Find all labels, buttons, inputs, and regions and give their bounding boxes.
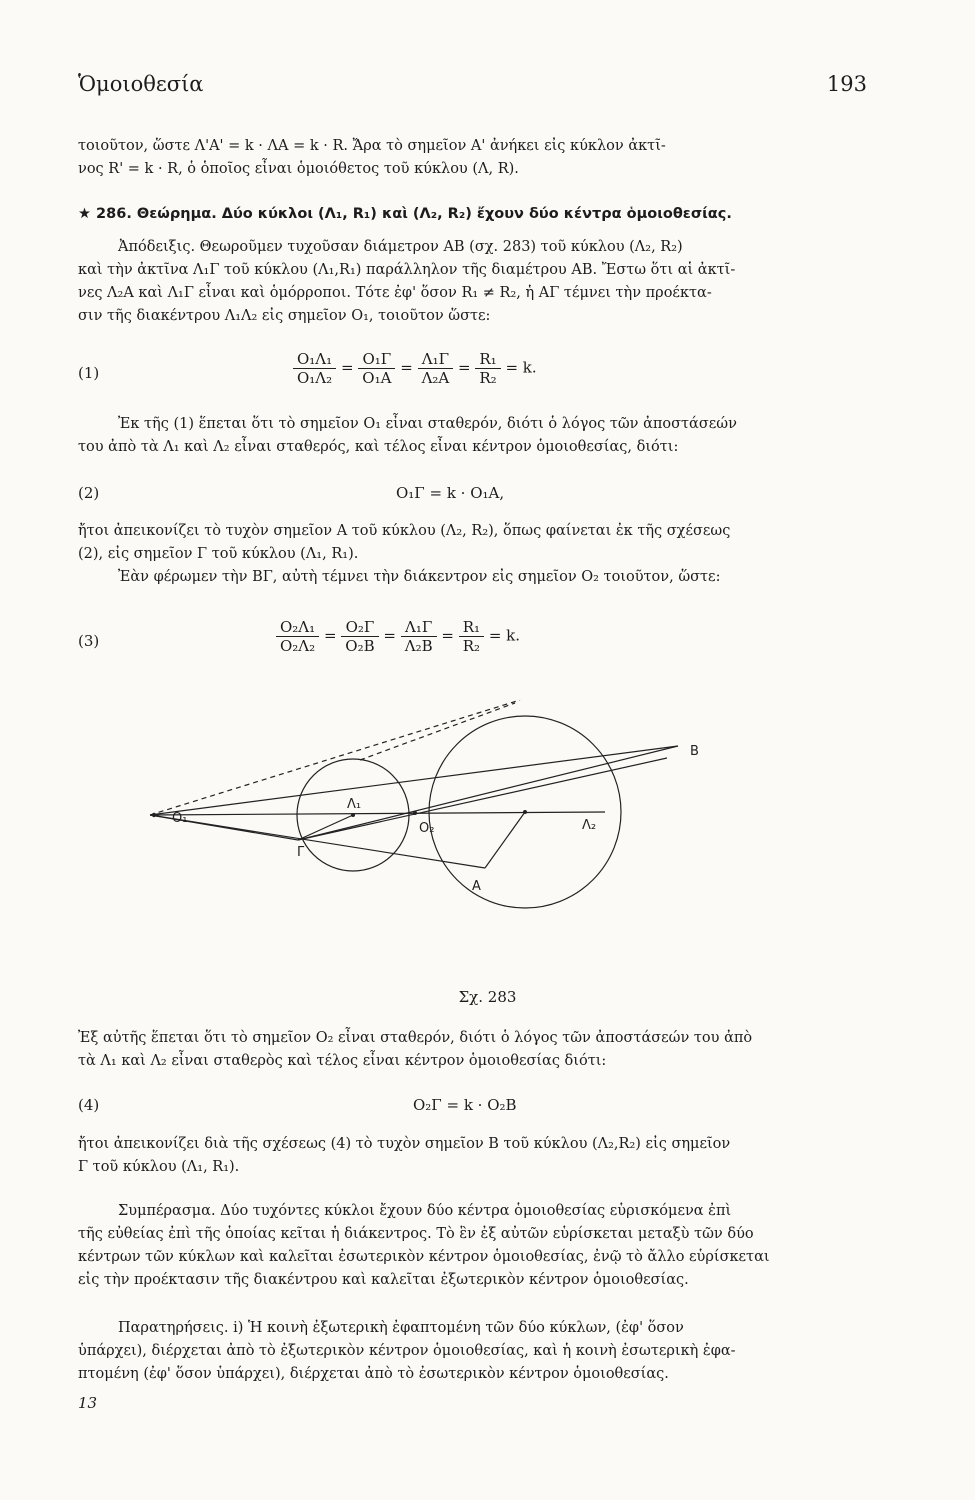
paragraph bbox=[78, 413, 873, 459]
fraction: $\frac{\text{Ο₁Λ₁}}{\text{Ο₁Λ₂}}$ bbox=[293, 350, 336, 387]
fraction: $\frac{\text{R₁}}{\text{R₂}}$ bbox=[475, 350, 500, 387]
line-g-b bbox=[298, 746, 678, 840]
label-a: Α bbox=[472, 879, 481, 894]
text-line: εἰς τὴν προέκτασιν τῆς διακέντρου καὶ καλεῖται ἐξωτερικὸν κέντρον ὁμοιοθεσίας. bbox=[78, 1272, 689, 1288]
text-line: Συμπέρασμα. Δύο τυχόντες κύκλοι ἔχουν δύο κέντρα ὁμοιοθεσίας εὑρισκόμενα ἐπὶ bbox=[118, 1203, 732, 1219]
equation-label: (2) bbox=[78, 484, 100, 502]
paragraph bbox=[78, 1027, 873, 1073]
label-l1: Λ₁ bbox=[347, 797, 362, 812]
text-line: ἤτοι ἀπεικονίζει διὰ τῆς σχέσεως (4) τὸ τυχὸν σημεῖον Β τοῦ κύκλου (Λ₂,R₂) εἰς σημεῖον bbox=[78, 1136, 731, 1152]
running-title: Ὁμοιοθεσία bbox=[78, 72, 204, 96]
label-b: Β bbox=[690, 744, 699, 759]
line-o1-b bbox=[150, 746, 678, 815]
theorem-line: ★ 286. Θεώρημα. Δύο κύκλοι (Λ₁, R₁) καὶ (Λ₂, R₂) ἔχουν δύο κέντρα ὁμοιοθεσίας. bbox=[78, 206, 732, 222]
paragraph bbox=[78, 520, 873, 589]
equation-label: (3) bbox=[78, 632, 100, 650]
text-line: Παρατηρήσεις. i) Ἡ κοινὴ ἐξωτερικὴ ἐφαπτομένη τῶν δύο κύκλων, (ἐφ' ὅσον bbox=[118, 1320, 684, 1336]
label-g: Γ bbox=[297, 845, 305, 860]
text-line: κέντρων τῶν κύκλων καὶ καλεῖται ἐσωτερικὸν κέντρον ὁμοιοθεσίας, ἐνῷ τὸ ἄλλο εὑρίσκεται bbox=[78, 1249, 770, 1265]
line-of-centers bbox=[150, 812, 605, 815]
figure-283 bbox=[150, 700, 750, 910]
proof-paragraph bbox=[78, 236, 873, 328]
point-l1 bbox=[351, 813, 355, 817]
text-line: Γ τοῦ κύκλου (Λ₁, R₁). bbox=[78, 1159, 240, 1175]
remarks-paragraph bbox=[78, 1317, 873, 1386]
text-line: Ἀπόδειξις. Θεωροῦμεν τυχοῦσαν διάμετρον ΑΒ (σχ. 283) τοῦ κύκλου (Λ₂, R₂) bbox=[118, 239, 683, 255]
text-line: τῆς εὐθείας ἐπὶ τῆς ὁποίας κεῖται ἡ διάκεντρος. Τὸ ἓν ἐξ αὐτῶν εὑρίσκεται μεταξὺ τῶν δύο bbox=[78, 1226, 754, 1242]
text-line: τοιοῦτον, ὥστε Λ'Α' = k · ΛΑ = k · R. Ἄρα τὸ σημεῖον Α' ἀνήκει εἰς κύκλον ἀκτῖ- bbox=[78, 138, 666, 154]
radius-l2-a bbox=[485, 812, 525, 868]
equation-4 bbox=[78, 1096, 873, 1120]
point-l2 bbox=[523, 810, 527, 814]
tangent-dashed-2 bbox=[360, 703, 515, 760]
fraction: $\frac{\text{Λ₁Γ}}{\text{Λ₂Β}}$ bbox=[401, 618, 437, 655]
fraction: $\frac{\text{Ο₂Λ₁}}{\text{Ο₂Λ₂}}$ bbox=[276, 618, 319, 655]
equation-body: Ο₁Γ = k · Ο₁Α, bbox=[396, 484, 505, 502]
text-line: του ἀπὸ τὰ Λ₁ καὶ Λ₂ εἶναι σταθερός, καὶ τέλος εἶναι κέντρον ὁμοιοθεσίας, διότι: bbox=[78, 439, 679, 455]
text-line: πτομένη (ἐφ' ὅσον ὑπάρχει), διέρχεται ἀπὸ τὸ ἐσωτερικὸν κέντρον ὁμοιοθεσίας. bbox=[78, 1366, 669, 1382]
equation-tail: = k. bbox=[488, 626, 521, 645]
text-line: καὶ τὴν ἀκτῖνα Λ₁Γ τοῦ κύκλου (Λ₁,R₁) παράλληλον τῆς διαμέτρου ΑΒ. Ἔστω ὅτι αἱ ἀκτῖ- bbox=[78, 262, 736, 278]
equation-label: (4) bbox=[78, 1096, 100, 1114]
theorem-statement bbox=[78, 203, 873, 226]
equation-body: Ο₂Γ = k · Ο₂Β bbox=[413, 1096, 517, 1114]
label-o1: Ο₁ bbox=[172, 811, 188, 826]
page-number: 193 bbox=[826, 72, 867, 96]
signature-mark: 13 bbox=[78, 1394, 98, 1412]
paragraph bbox=[78, 1133, 873, 1179]
fraction: $\frac{\text{Λ₁Γ}}{\text{Λ₂Α}}$ bbox=[418, 350, 454, 387]
equation-3: (3) $\frac{\text{Ο₂Λ₁}}{\text{Ο₂Λ₂}}$ = $\frac{\text{Ο₂Γ}}{\text{Ο₂Β}}$ = $\frac{\text{Λ₁Γ}}{\text{Λ₂Β}}$ = $\frac{\text{R₁}}{\text{R₂}}$ = k. bbox=[78, 618, 521, 655]
text-line: ὑπάρχει), διέρχεται ἀπὸ τὸ ἐξωτερικὸν κέντρον ὁμοιοθεσίας, καὶ ἡ κοινὴ ἐσωτερικὴ ἐφα- bbox=[78, 1343, 736, 1359]
text-line: νος R' = k · R, ὁ ὁποῖος εἶναι ὁμοιόθετος τοῦ κύκλου (Λ, R). bbox=[78, 161, 519, 177]
text-line: σιν τῆς διακέντρου Λ₁Λ₂ εἰς σημεῖον Ο₁, τοιοῦτον ὥστε: bbox=[78, 308, 491, 324]
text-line: (2), εἰς σημεῖον Γ τοῦ κύκλου (Λ₁, R₁). bbox=[78, 546, 359, 562]
fraction: $\frac{\text{R₁}}{\text{R₂}}$ bbox=[459, 618, 484, 655]
equation-2 bbox=[78, 484, 873, 508]
text-line: τὰ Λ₁ καὶ Λ₂ εἶναι σταθερὸς καὶ τέλος εἶναι κέντρον ὁμοιοθεσίας διότι: bbox=[78, 1053, 607, 1069]
text-line: νες Λ₂Α καὶ Λ₁Γ εἶναι καὶ ὁμόρροποι. Τότε ἐφ' ὅσον R₁ ≠ R₂, ἡ ΑΓ τέμνει τὴν προέκτα- bbox=[78, 285, 712, 301]
tangent-dashed bbox=[150, 700, 520, 815]
equation-tail: = k. bbox=[505, 358, 537, 377]
intro-paragraph bbox=[78, 135, 873, 181]
point-o1 bbox=[152, 813, 156, 817]
text-line: ἤτοι ἀπεικονίζει τὸ τυχὸν σημεῖον Α τοῦ κύκλου (Λ₂, R₂), ὅπως φαίνεται ἐκ τῆς σχέσεως bbox=[78, 523, 731, 539]
text-line: Ἐξ αὐτῆς ἕπεται ὅτι τὸ σημεῖον Ο₂ εἶναι σταθερόν, διότι ὁ λόγος τῶν ἀποστάσεών του ἀπὸ bbox=[78, 1030, 753, 1046]
equation-label: (1) bbox=[78, 364, 100, 382]
text-line: Ἐκ τῆς (1) ἕπεται ὅτι τὸ σημεῖον Ο₁ εἶναι σταθερόν, διότι ὁ λόγος τῶν ἀποστάσεών bbox=[118, 416, 737, 432]
equation-1: (1) $\frac{\text{Ο₁Λ₁}}{\text{Ο₁Λ₂}}$ = $\frac{\text{Ο₁Γ}}{\text{Ο₁Α}}$ = $\frac{\text{Λ₁Γ}}{\text{Λ₂Α}}$ = $\frac{\text{R₁}}{\text{R₂}}$ = k. bbox=[78, 350, 537, 387]
point-o2 bbox=[413, 811, 417, 815]
conclusion-paragraph bbox=[78, 1200, 873, 1292]
radius-l1-g bbox=[298, 815, 353, 840]
label-o2: Ο₂ bbox=[419, 821, 435, 836]
label-l2: Λ₂ bbox=[582, 818, 597, 833]
text-line: Ἐὰν φέρωμεν τὴν ΒΓ, αὐτὴ τέμνει τὴν διάκεντρον εἰς σημεῖον Ο₂ τοιοῦτον, ὥστε: bbox=[118, 569, 721, 585]
fraction: $\frac{\text{Ο₂Γ}}{\text{Ο₂Β}}$ bbox=[341, 618, 378, 655]
fraction: $\frac{\text{Ο₁Γ}}{\text{Ο₁Α}}$ bbox=[358, 350, 395, 387]
figure-caption: Σχ. 283 bbox=[458, 988, 517, 1006]
